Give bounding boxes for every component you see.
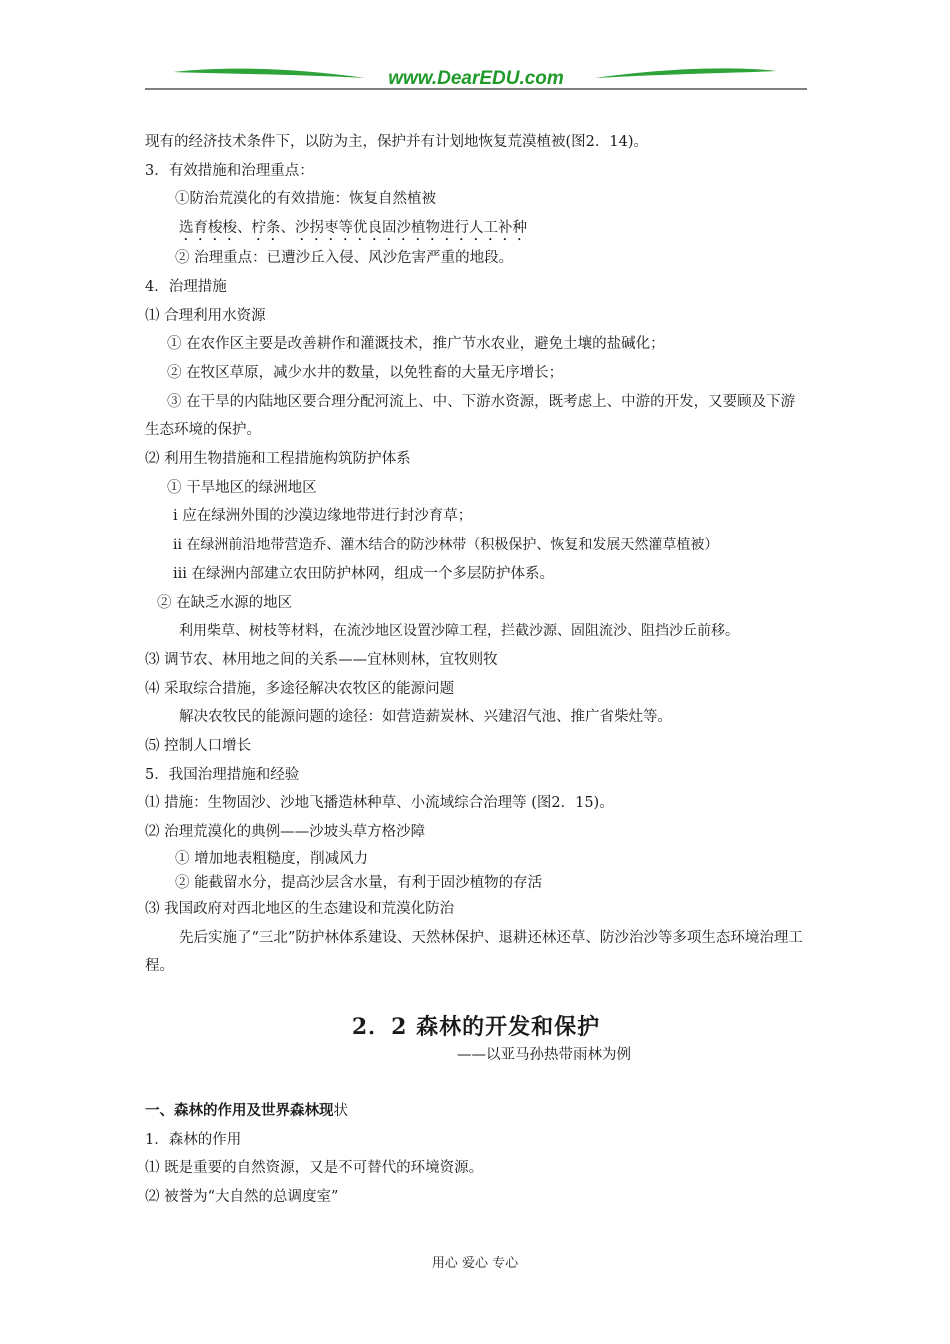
body-line: ① 在农作区主要是改善耕作和灌溉技术，推广节水农业，避免土壤的盐碱化； <box>167 336 665 353</box>
section-title: 2．2 森林的开发和保护 <box>351 1013 601 1040</box>
body-line: ⑸ 控制人口增长 <box>145 738 252 755</box>
section-heading-bold: 一、森林的作用及世界森林现 <box>145 1101 334 1119</box>
body-line: ⑶ 我国政府对西北地区的生态建设和荒漠化防治 <box>145 900 455 917</box>
body-line: 现有的经济技术条件下，以防为主，保护并有计划地恢复荒漠植被(图2．14)。 <box>145 134 648 150</box>
body-line: ⅱ 在绿洲前沿地带营造乔、灌木结合的防沙林带（积极保护、恢复和发展天然灌草植被） <box>173 537 719 554</box>
body-line: ⅰ 应在绿洲外围的沙漠边缘地带进行封沙育草； <box>173 508 473 525</box>
dotted-text: 选育梭梭、柠条、沙拐枣等优良固沙植物进行人工补种 <box>179 220 527 237</box>
body-line: ⑷ 采取综合措施，多途径解决农牧区的能源问题 <box>145 680 455 697</box>
body-line: ⑵ 利用生物措施和工程措施构筑防护体系 <box>145 451 411 468</box>
body-line: 利用柴草、树枝等材料，在流沙地区设置沙障工程，拦截沙源、固阻流沙、阻挡沙丘前移。 <box>179 623 739 640</box>
body-line: ② 能截留水分，提高沙层含水量，有利于固沙植物的存活 <box>175 874 543 891</box>
body-line: ① 增加地表粗糙度，削减风力 <box>175 850 369 867</box>
body-line: 解决农牧民的能源问题的途径：如营造薪炭林、兴建沼气池、推广省柴灶等。 <box>179 709 672 726</box>
body-line: 1．森林的作用 <box>145 1131 242 1148</box>
document-body <box>145 128 807 1212</box>
left-swoosh-icon <box>173 69 365 78</box>
body-line: ② 在缺乏水源的地区 <box>157 594 293 611</box>
header-banner <box>145 62 807 92</box>
body-line: 3．有效措施和治理重点： <box>145 162 314 179</box>
body-line: ⑴ 措施：生物固沙、沙地飞播造林种草、小流域综合治理等 (图2．15)。 <box>145 795 614 812</box>
page-footer: 用心 爱心 专心 <box>431 1256 519 1271</box>
section-heading-tail: 状 <box>333 1102 348 1119</box>
body-line: ⑶ 调节农、林用地之间的关系——宜林则林，宜牧则牧 <box>145 651 498 668</box>
right-swoosh-icon <box>595 68 777 78</box>
body-line: ① 干旱地区的绿洲地区 <box>167 479 317 496</box>
body-paragraph: ③ 在干旱的内陆地区要合理分配河流上、中、下游水资源，既考虑上、中游的开发，又要顾及下游生态环境的保护。 <box>145 393 796 439</box>
body-line: ⑵ 治理荒漠化的典例——沙坡头草方格沙障 <box>145 824 426 841</box>
body-line: ② 治理重点：已遭沙丘入侵、风沙危害严重的地段。 <box>175 250 514 267</box>
section-subtitle: ——以亚马孙热带雨林为例 <box>457 1046 631 1063</box>
body-line: ①防治荒漠化的有效措施：恢复自然植被 <box>175 191 436 208</box>
body-line: ⑵ 被誉为“大自然的总调度室” <box>145 1189 339 1206</box>
section-heading <box>145 1097 807 1126</box>
body-line: 4．治理措施 <box>145 278 227 295</box>
page-header <box>145 62 807 92</box>
body-line: ② 在牧区草原，减少水井的数量，以免牲畜的大量无序增长； <box>167 364 564 381</box>
site-logo-text: www.DearEDU.com <box>388 68 564 89</box>
body-line: ⑴ 合理利用水资源 <box>145 307 266 324</box>
body-line <box>145 214 807 244</box>
body-line: ⑴ 既是重要的自然资源，又是不可替代的环境资源。 <box>145 1160 484 1177</box>
body-paragraph: 先后实施了“三北”防护林体系建设、天然林保护、退耕还林还草、防沙治沙等多项生态环境治理工程。 <box>145 929 803 975</box>
body-line: 5．我国治理措施和经验 <box>145 766 300 783</box>
body-line: ⅲ 在绿洲内部建立农田防护林网，组成一个多层防护体系。 <box>173 565 555 582</box>
